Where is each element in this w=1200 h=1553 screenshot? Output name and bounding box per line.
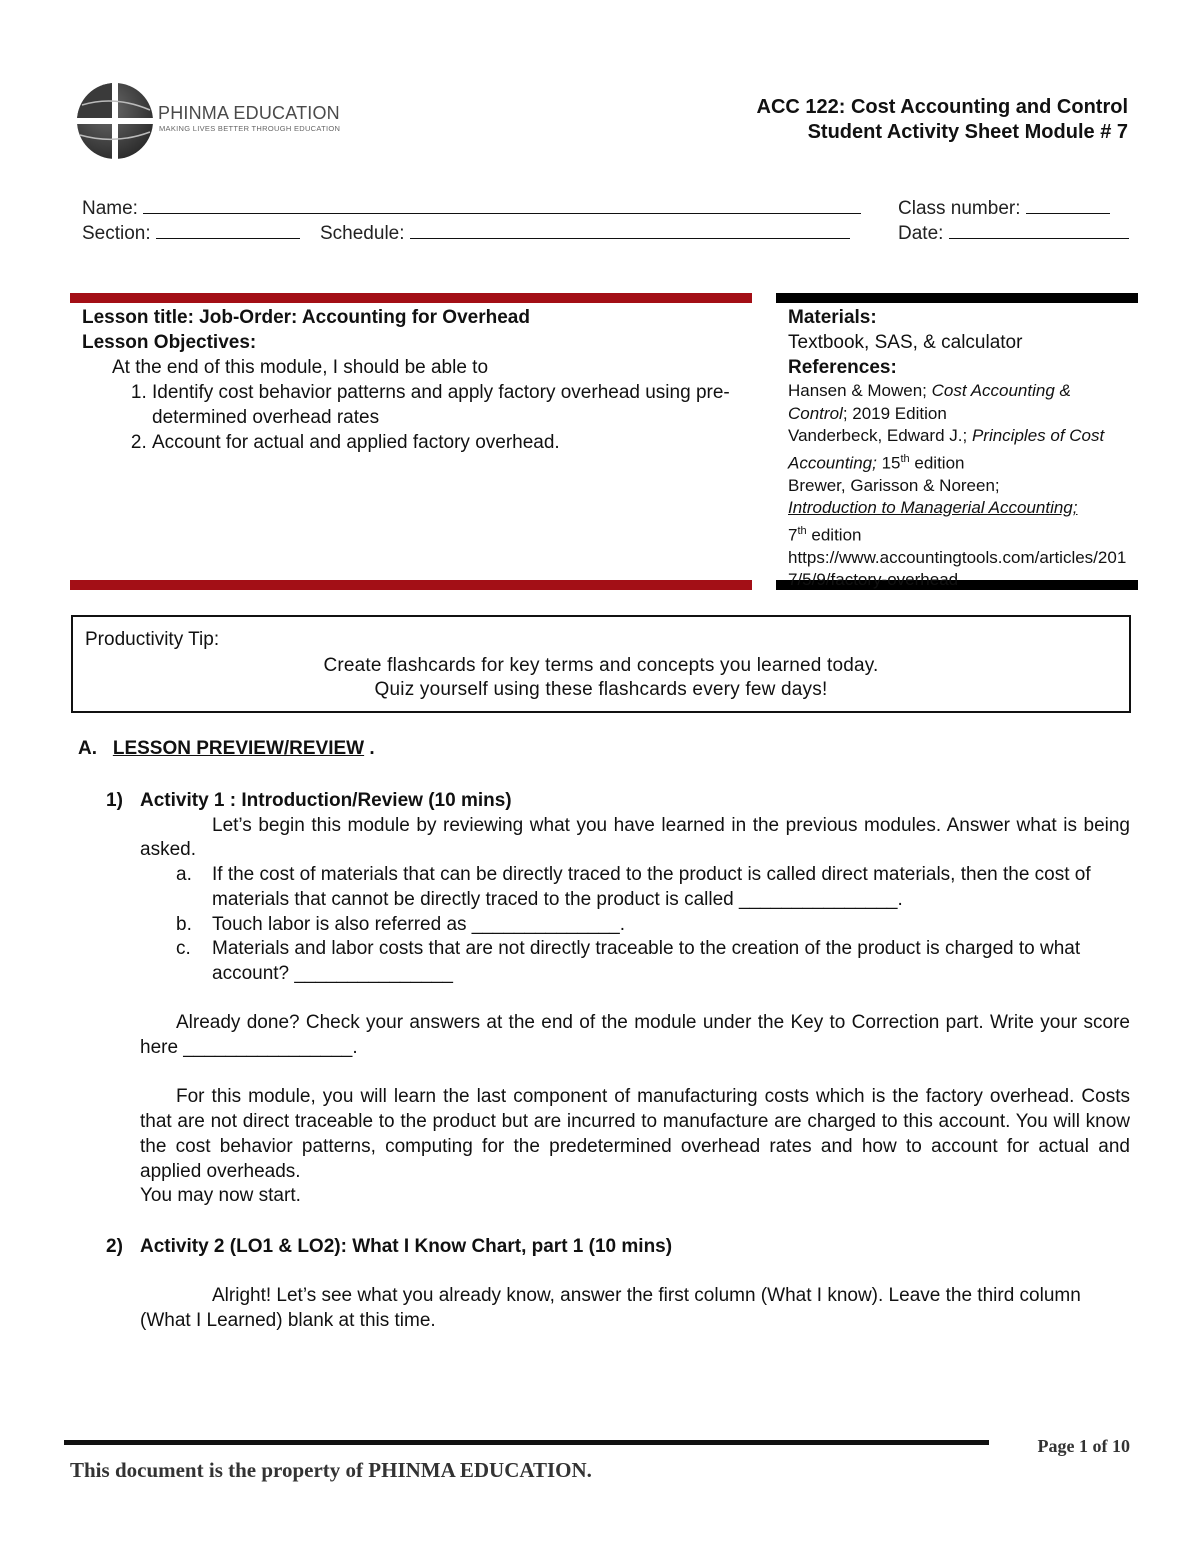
ref-edition-num: 15	[876, 453, 901, 473]
question-item	[140, 913, 1130, 938]
question-text: If the cost of materials that can be directly traced to the product is called direct materials, then the cost of materials that cannot be directly traced to the product is called _______________.	[212, 864, 1091, 910]
logo-tagline: MAKING LIVES BETTER THROUGH EDUCATION	[159, 124, 341, 133]
ref-authors: Hansen & Mowen;	[788, 381, 932, 400]
reference-item	[788, 475, 1133, 547]
ref-authors: Brewer, Garisson & Noreen;	[788, 475, 1000, 495]
schedule-field[interactable]	[410, 220, 850, 239]
tip-label: Productivity Tip:	[85, 629, 220, 650]
ref-title: Principles of Cost Accounting;	[788, 426, 1105, 473]
schedule-label: Schedule:	[320, 223, 405, 244]
ref-authors: Vanderbeck, Edward J.;	[788, 426, 972, 445]
productivity-tip-box	[71, 615, 1131, 713]
date-row	[898, 220, 1129, 245]
question-item	[140, 937, 1130, 986]
class-number-row	[898, 195, 1110, 220]
activity-1-title: Activity 1 : Introduction/Review (10 mins)	[140, 790, 512, 811]
activity-2-text: Alright! Let’s see what you already know, answer the first column (What I know). Leave the third column (What I Learned) blank at this time.	[140, 1285, 1081, 1332]
ref-edition-num: 7	[788, 525, 798, 545]
materials-label: Materials:	[788, 307, 877, 328]
name-field[interactable]	[143, 195, 861, 214]
section-letter: A.	[78, 738, 97, 759]
activity-2-title: Activity 2 (LO1 & LO2): What I Know Chart, part 1 (10 mins)	[140, 1236, 673, 1257]
check-answers-text: Already done? Check your answers at the end of the module under the Key to Correction part. Write your score here ________________.	[140, 1012, 1130, 1059]
question-marker: c.	[176, 938, 191, 960]
activity-2	[106, 1235, 1130, 1334]
question-item	[140, 863, 1130, 912]
ref-edition-sup: th	[797, 524, 807, 537]
objectives-label: Lesson Objectives:	[82, 332, 257, 353]
reference-url[interactable]: https://www.accountingtools.com/articles/2017/5/9/factory-overhead	[788, 547, 1127, 590]
materials-top-bar	[776, 293, 1138, 303]
ref-edition-sup: th	[900, 452, 910, 465]
objectives-intro: At the end of this module, I should be able to	[112, 357, 489, 378]
page-number: Page 1 of 10	[1037, 1436, 1130, 1456]
activity-1-number: 1)	[106, 790, 123, 811]
ref-title: Cost Accounting & Control	[788, 381, 1071, 423]
activity-1	[106, 789, 1130, 1209]
course-title: ACC 122: Cost Accounting and Control	[756, 96, 1128, 118]
name-label: Name:	[82, 198, 138, 219]
ref-title: Introduction to Managerial Accounting;	[788, 498, 1078, 518]
section-a-heading	[78, 738, 375, 760]
question-text: Touch labor is also referred as ______________.	[212, 913, 626, 935]
module-overview-text: For this module, you will learn the last component of manufacturing costs which is the factory overhead. Costs that are not direct traceable to the product but are incurred to manufacture are charged to this account. You will know the cost behavior patterns, computing for the predetermined overhead rates and how to account for actual and applied overheads.	[140, 1086, 1130, 1182]
question-text: Materials and labor costs that are not directly traceable to the creation of the product is charged to what account? _______________	[212, 938, 1081, 984]
activity-1-intro: Let’s begin this module by reviewing what you have learned in the previous modules. Answer what is being asked.	[140, 814, 1130, 861]
section-row	[82, 220, 300, 245]
ref-edition: edition	[909, 453, 965, 473]
question-marker: b.	[176, 913, 192, 935]
materials-block	[788, 305, 1133, 592]
section-field[interactable]	[156, 220, 300, 239]
reference-item	[788, 380, 1133, 425]
activity-1-heading	[106, 789, 1130, 814]
name-field-row	[82, 195, 861, 220]
lesson-block	[82, 305, 742, 455]
question-marker: a.	[176, 864, 192, 886]
materials-items: Textbook, SAS, & calculator	[788, 332, 1023, 353]
lesson-top-bar	[70, 293, 752, 303]
references-label: References:	[788, 357, 897, 378]
activity-2-number: 2)	[106, 1236, 123, 1257]
section-title: LESSON PREVIEW/REVIEW	[112, 738, 365, 759]
section-label: Section:	[82, 223, 151, 244]
class-number-label: Class number:	[898, 198, 1021, 219]
tip-line-2: Quiz yourself using these flashcards every few days!	[374, 679, 828, 700]
schedule-row	[320, 220, 850, 245]
class-number-field[interactable]	[1026, 195, 1110, 214]
property-notice: This document is the property of PHINMA EDUCATION.	[70, 1458, 592, 1482]
lesson-bottom-bar	[70, 580, 752, 590]
start-text: You may now start.	[140, 1185, 301, 1207]
tip-line-1: Create flashcards for key terms and concepts you learned today.	[323, 655, 879, 676]
references-list	[788, 380, 1133, 592]
footer-rule	[64, 1440, 989, 1445]
section-suffix: .	[364, 738, 375, 759]
date-label: Date:	[898, 223, 944, 244]
activity-2-heading	[106, 1235, 1130, 1260]
reference-item	[788, 425, 1133, 475]
ref-edition: edition	[806, 525, 862, 545]
objective-item: 1. Identify cost behavior patterns and apply factory overhead using pre-determined overhead rates	[152, 380, 742, 430]
logo-brand: PHINMA EDUCATION	[158, 103, 340, 123]
sheet-title: Student Activity Sheet Module # 7	[807, 121, 1128, 143]
objectives-list	[82, 380, 742, 455]
lesson-title: Lesson title: Job-Order: Accounting for Overhead	[82, 307, 530, 328]
ref-edition: ; 2019 Edition	[842, 403, 947, 423]
objective-item: 2. Account for actual and applied factory overhead.	[152, 430, 742, 455]
date-field[interactable]	[949, 220, 1129, 239]
